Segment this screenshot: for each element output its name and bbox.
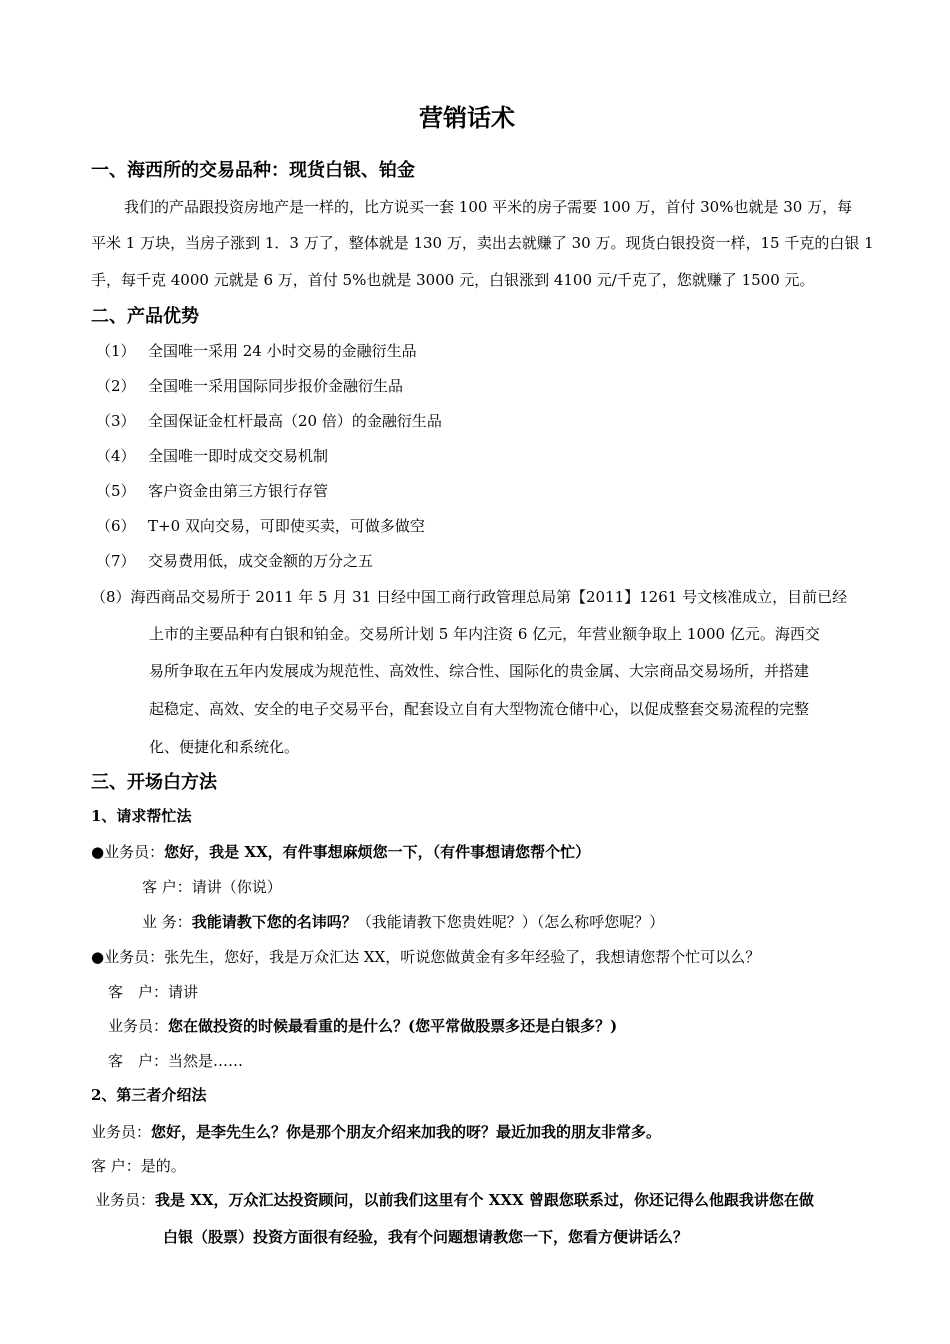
dialogue-text: 我是 XX，万众汇达投资顾问，以前我们这里有个 XXX 曾跟您联系过，你还记得么他跟我讲您在做	[155, 1191, 814, 1209]
dialogue-continuation: 白银（股票）投资方面很有经验，我有个问题想请教您一下，您看方便讲话么？	[163, 1228, 689, 1246]
dialogue-text: 请讲	[168, 983, 199, 1001]
method-2-title: 2、第三者介绍法	[91, 1086, 207, 1104]
advantage-number: （2）	[96, 377, 136, 395]
advantage-number: （3）	[96, 412, 136, 430]
advantage-item	[96, 376, 403, 396]
advantage-item	[96, 411, 442, 431]
speaker-label: 业务员：	[95, 1191, 156, 1209]
speaker-label: 客 户：	[108, 983, 169, 1001]
advantage-text: 客户资金由第三方银行存管	[148, 482, 329, 500]
advantage-number: （4）	[96, 447, 136, 465]
dialogue-text-bold: 我能请教下您的名讳吗？	[191, 913, 357, 931]
dialogue-text: 当然是……	[168, 1052, 244, 1070]
dialogue-text: 请讲（你说）	[191, 878, 282, 896]
dialogue-text: 张先生，您好，我是万众汇达 XX，听说您做黄金有多年经验了，我想请您帮个忙可以么？	[164, 948, 761, 966]
advantage-text: 全国唯一采用国际同步报价金融衍生品	[148, 377, 404, 395]
page-title: 营销话术	[419, 103, 515, 132]
dialogue-text: 您好，我是 XX，有件事想麻烦您一下，（有件事想请您帮个忙）	[164, 843, 591, 861]
section-1-heading: 一、海西所的交易品种：现货白银、铂金	[91, 160, 415, 181]
advantage-number: （5）	[96, 482, 136, 500]
dialogue-line	[91, 1122, 661, 1142]
advantage-text: 全国唯一即时成交交易机制	[148, 447, 329, 465]
advantage-number: （6）	[96, 517, 136, 535]
dialogue-line	[91, 1156, 186, 1176]
dialogue-text: （我能请教下您贵姓呢？）（怎么称呼您呢？）	[356, 913, 665, 931]
dialogue-line	[91, 842, 590, 862]
section-1-line: 平米 1 万块，当房子涨到 1．3 万了，整体就是 130 万，卖出去就赚了 30 万。现货白银投资一样，15 千克的白银 1	[91, 234, 874, 252]
speaker-label: 业 务：	[142, 913, 192, 931]
dialogue-line	[95, 1190, 814, 1210]
section-1-line: 手，每千克 4000 元就是 6 万，首付 5%也就是 3000 元，白银涨到 4100 元/千克了，您就赚了 1500 元。	[91, 271, 815, 289]
speaker-label: 客 户：	[108, 1052, 169, 1070]
dialogue-text: 是的。	[140, 1157, 186, 1175]
speaker-label: ●业务员：	[91, 843, 165, 861]
dialogue-line	[142, 877, 282, 897]
advantage-text: 全国保证金杠杆最高（20 倍）的金融衍生品	[148, 412, 442, 430]
speaker-label: 客 户：	[91, 1157, 141, 1175]
advantage-item-8-line: 起稳定、高效、安全的电子交易平台，配套设立自有大型物流仓储中心，以促成整套交易流程的完整	[149, 700, 810, 718]
dialogue-line	[142, 912, 664, 932]
dialogue-text: 您好，是李先生么？你是那个朋友介绍来加我的呀？最近加我的朋友非常多。	[151, 1123, 662, 1141]
dialogue-text: 您在做投资的时候最看重的是什么？(您平常做股票多还是白银多？)	[168, 1017, 618, 1035]
advantage-item-8-first-line: （8）海西商品交易所于 2011 年 5 月 31 日经中国工商行政管理总局第【2011】1261 号文核准成立，目前已经	[91, 588, 848, 606]
dialogue-line	[108, 982, 198, 1002]
method-1-title: 1、请求帮忙法	[91, 807, 192, 825]
speaker-label: ●业务员：	[91, 948, 165, 966]
advantage-text: T+0 双向交易，可即使买卖，可做多做空	[148, 517, 425, 535]
advantage-item	[96, 516, 425, 536]
section-2-heading: 二、产品优势	[91, 306, 199, 327]
advantage-number: （7）	[96, 552, 136, 570]
dialogue-line	[108, 1016, 617, 1036]
advantage-text: 交易费用低，成交金额的万分之五	[148, 552, 374, 570]
speaker-label: 客 户：	[142, 878, 192, 896]
advantage-item-8-line: 化、便捷化和系统化。	[149, 738, 300, 756]
speaker-label: 业务员：	[91, 1123, 152, 1141]
dialogue-line	[91, 947, 760, 967]
advantage-item	[96, 481, 328, 501]
advantage-item	[96, 341, 417, 361]
section-3-heading: 三、开场白方法	[91, 772, 217, 793]
dialogue-line	[108, 1051, 243, 1071]
advantage-item	[96, 551, 373, 571]
advantage-number: （1）	[96, 342, 136, 360]
advantage-item-8-line: 上市的主要品种有白银和铂金。交易所计划 5 年内注资 6 亿元，年营业额争取上 1000 亿元。海西交	[149, 625, 820, 643]
advantage-item	[96, 446, 328, 466]
advantage-text: 全国唯一采用 24 小时交易的金融衍生品	[148, 342, 417, 360]
section-1-line: 我们的产品跟投资房地产是一样的，比方说买一套 100 平米的房子需要 100 万，首付 30%也就是 30 万，每	[124, 198, 853, 216]
speaker-label: 业务员：	[108, 1017, 169, 1035]
advantage-item-8-line: 易所争取在五年内发展成为规范性、高效性、综合性、国际化的贵金属、大宗商品交易场所，并搭建	[149, 662, 810, 680]
